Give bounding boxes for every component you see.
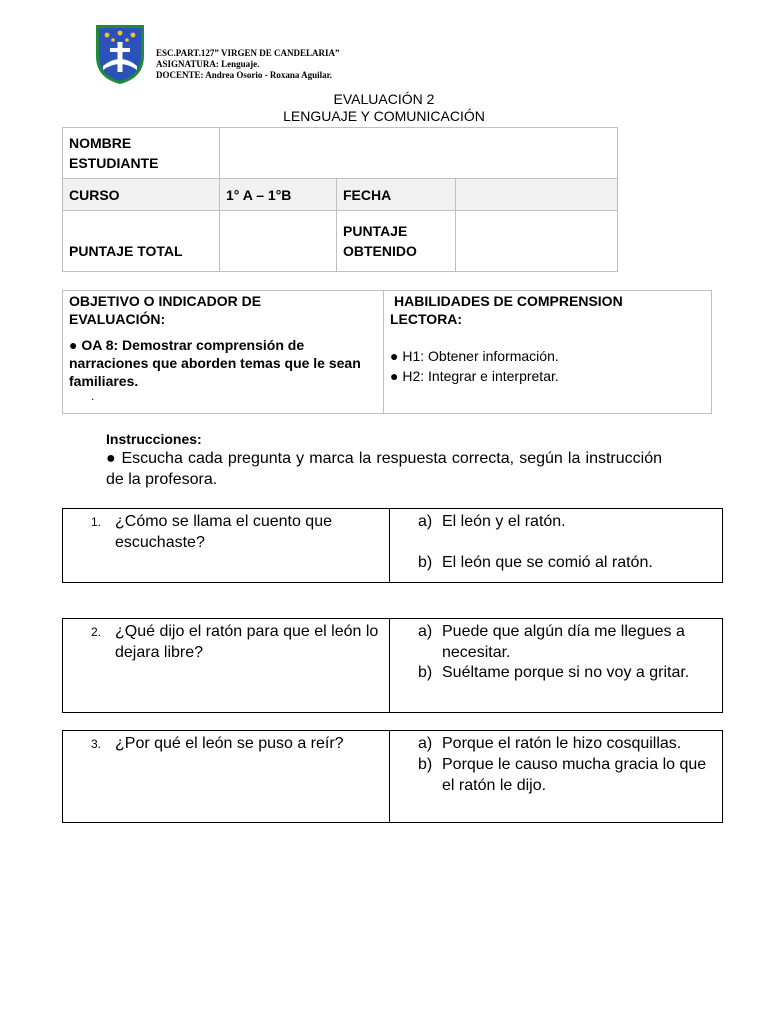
question-text: ¿Qué dijo el ratón para que el león lo dejara libre? [115, 623, 379, 661]
subject-line: ASIGNATURA: Lenguaje. [156, 59, 260, 69]
question-number: 3. [91, 737, 102, 751]
puntaje-obtenido-label-cell: PUNTAJE OBTENIDO [337, 211, 456, 272]
question-text: ¿Por qué el león se puso a reír? [115, 735, 344, 752]
option-a[interactable]: a) Porque el ratón le hizo cosquillas. [418, 735, 682, 752]
option-b[interactable]: b) El león que se comió al ratón. [418, 554, 653, 571]
question-number: 1. [91, 515, 102, 529]
curso-label-cell: CURSO [63, 179, 220, 211]
instructions [106, 431, 662, 490]
question-3-box [62, 730, 723, 823]
nombre-label-cell: NOMBRE ESTUDIANTE [63, 128, 220, 179]
question-2-box [62, 618, 723, 713]
school-name: ESC.PART.127” VIRGEN DE CANDELARIA” [156, 48, 340, 58]
document-title [0, 91, 768, 125]
school-header [156, 48, 339, 81]
question-2-options [390, 619, 722, 712]
nombre-value-cell[interactable] [220, 128, 618, 179]
question-1-prompt [63, 509, 390, 582]
skills-heading: HABILIDADES DE COMPRENSION LECTORA: [390, 293, 623, 327]
objective-table [62, 290, 712, 414]
instructions-heading: Instrucciones: [106, 431, 202, 447]
option-b[interactable]: b) Porque le causo mucha gracia lo que el ratón le dijo. [418, 756, 707, 794]
question-text: ¿Cómo se llama el cuento que escuchaste? [115, 513, 332, 551]
option-a[interactable]: a) Puede que algún día me llegues a necesitar. [418, 623, 685, 661]
question-1-options [390, 509, 722, 582]
puntaje-total-value-cell[interactable] [220, 211, 337, 272]
teachers-line: DOCENTE: Andrea Osorio - Roxana Aguilar. [156, 70, 333, 80]
school-crest-logo [93, 22, 147, 86]
question-2-prompt [63, 619, 390, 712]
objective-cell [63, 291, 384, 414]
question-3-prompt [63, 731, 390, 822]
student-info-table [62, 127, 618, 272]
instructions-text: ● Escucha cada pregunta y marca la respuesta correcta, según la instrucción de la profesora. [106, 450, 662, 488]
question-3-options [390, 731, 722, 822]
skill-h1: ● H1: Obtener información. [390, 348, 559, 364]
curso-value-cell: 1° A – 1°B [220, 179, 337, 211]
fecha-value-cell[interactable] [456, 179, 618, 211]
option-b[interactable]: b) Suéltame porque si no voy a gritar. [418, 664, 690, 681]
skill-h2: ● H2: Integrar e interpretar. [390, 368, 559, 384]
oa-8-text: ● OA 8: Demostrar comprensión de narraciones que aborden temas que le sean familiares. [69, 337, 361, 389]
fecha-label-cell: FECHA [337, 179, 456, 211]
title-line-2: LENGUAJE Y COMUNICACIÓN [283, 108, 485, 124]
objective-heading: OBJETIVO O INDICADOR DE EVALUACIÓN: [69, 293, 262, 327]
skills-cell [384, 291, 712, 414]
trailing-dot: . [91, 389, 95, 403]
puntaje-obtenido-value-cell[interactable] [456, 211, 618, 272]
question-number: 2. [91, 625, 102, 639]
question-1-box [62, 508, 723, 583]
title-line-1: EVALUACIÓN 2 [333, 91, 435, 107]
puntaje-total-label-cell: PUNTAJE TOTAL [63, 211, 220, 272]
option-a[interactable]: a) El león y el ratón. [418, 513, 566, 530]
